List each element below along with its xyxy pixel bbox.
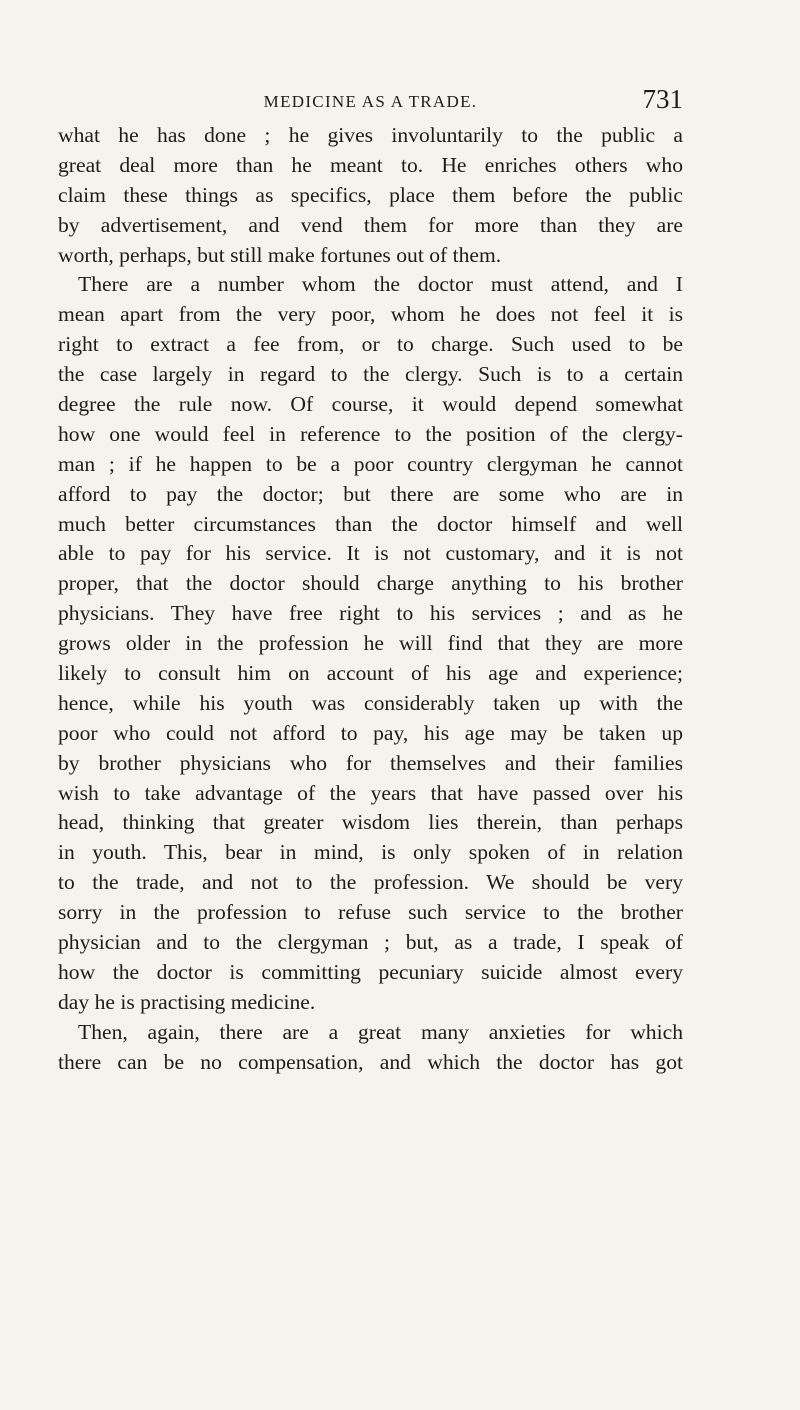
text-line: how one would feel in reference to the position of the clergy- xyxy=(58,421,683,446)
text-line: in youth. This, bear in mind, is only spoken of in relation xyxy=(58,840,683,865)
text-line: degree the rule now. Of course, it would depend somewhat xyxy=(58,392,683,417)
text-line: afford to pay the doctor; but there are some who are in xyxy=(58,481,683,506)
running-head xyxy=(58,84,683,124)
text-line: right to extract a fee from, or to charge. Such used to be xyxy=(58,332,683,357)
text-line: day he is practising medicine. xyxy=(58,989,316,1014)
running-title: MEDICINE AS A TRADE. xyxy=(263,92,478,111)
text-line: there can be no compensation, and which the doctor has got xyxy=(58,1049,683,1074)
text-line: man ; if he happen to be a poor country clergyman he cannot xyxy=(58,451,683,476)
text-line: proper, that the doctor should charge anything to his brother xyxy=(58,571,683,596)
text-line: worth, perhaps, but still make fortunes out of them. xyxy=(58,242,502,267)
body-text xyxy=(58,121,683,1078)
text-line: physicians. They have free right to his services ; and as he xyxy=(58,601,683,626)
page-number: 731 xyxy=(642,84,683,114)
text-line: by advertisement, and vend them for more than they are xyxy=(58,212,683,237)
text-line: the case largely in regard to the clergy. Such is to a certain xyxy=(58,362,683,387)
text-line: much better circumstances than the doctor himself and well xyxy=(58,511,683,536)
text-line: able to pay for his service. It is not customary, and it is not xyxy=(58,541,683,566)
text-line: how the doctor is committing pecuniary suicide almost every xyxy=(58,959,683,984)
text-line: head, thinking that greater wisdom lies therein, than perhaps xyxy=(58,810,683,835)
text-line: likely to consult him on account of his age and experience; xyxy=(58,661,683,686)
text-line: wish to take advantage of the years that have passed over his xyxy=(58,780,683,805)
text-line: hence, while his youth was considerably taken up with the xyxy=(58,690,683,715)
text-line: what he has done ; he gives involuntarily to the public a xyxy=(58,123,683,147)
text-line: by brother physicians who for themselves and their families xyxy=(58,750,683,775)
text-line: claim these things as specifics, place them before the public xyxy=(58,182,683,207)
text-line: grows older in the profession he will find that they are more xyxy=(58,631,683,656)
text-line: There are a number whom the doctor must attend, and I xyxy=(78,272,683,297)
text-line: physician and to the clergyman ; but, as a trade, I speak of xyxy=(58,930,683,955)
text-line: sorry in the profession to refuse such service to the brother xyxy=(58,900,683,925)
text-line: Then, again, there are a great many anxieties for which xyxy=(78,1019,683,1044)
text-line: mean apart from the very poor, whom he does not feel it is xyxy=(58,302,683,327)
text-line: great deal more than he meant to. He enriches others who xyxy=(58,152,683,177)
text-line: poor who could not afford to pay, his age may be taken up xyxy=(58,720,683,745)
text-line: to the trade, and not to the profession. We should be very xyxy=(58,870,683,895)
